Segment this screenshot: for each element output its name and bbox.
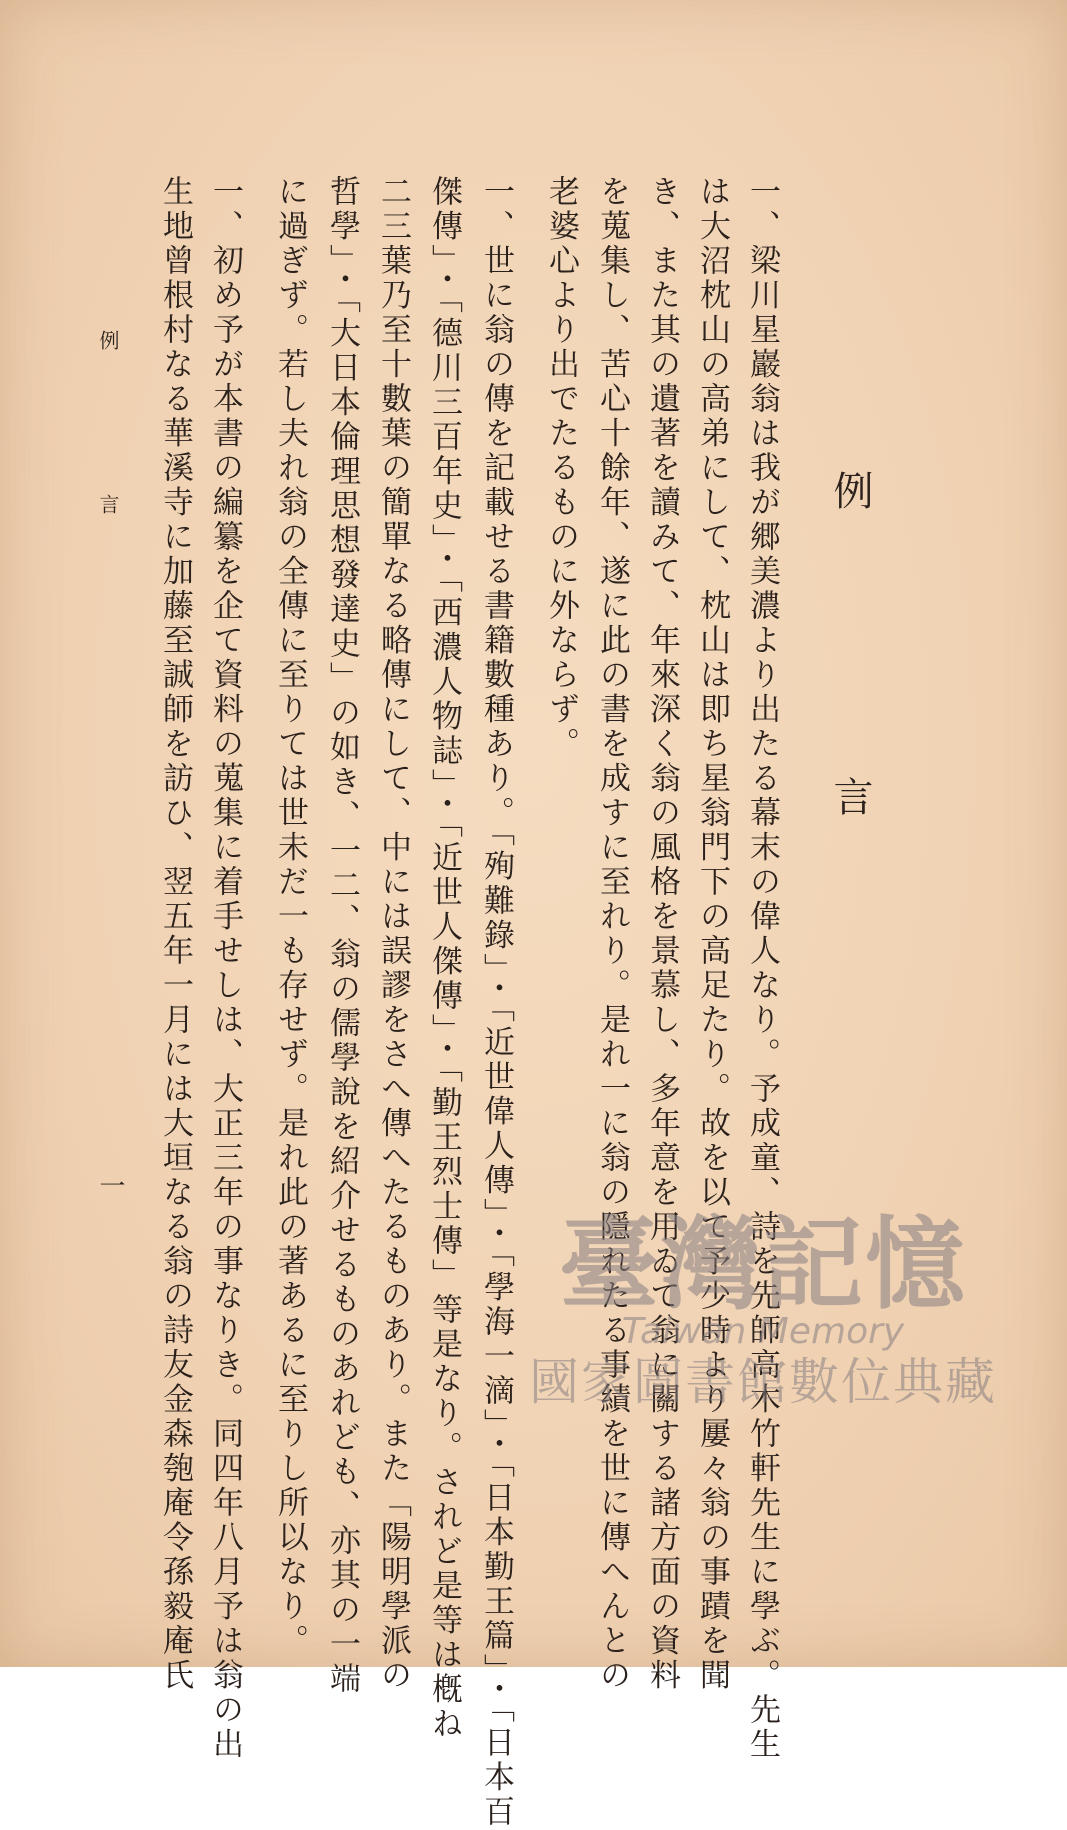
watermark-library: 國家圖書館數位典藏 — [529, 1353, 997, 1411]
text-column-12: 生地曾根村なる華溪寺に加藤至誠師を訪ひ、翌五年一月には大垣なる翁の詩友金森匏庵令孫毅庵氏 — [157, 175, 193, 1693]
text-column-10: に過ぎず。若し夫れ翁の全傳に至りては世未だ一も存せず。是れ此の著あるに至りし所以なり。 — [272, 175, 308, 1659]
text-column-9: 哲學」・「大日本倫理思想發達史」の如き、一二、翁の儒學說を紹介せるものあれども、亦其の一端 — [324, 175, 360, 1697]
text-column-5: 老婆心より出でたるものに外ならず。 — [543, 175, 579, 762]
watermark-english: Taiwan Memory — [621, 1311, 905, 1352]
text-column-2: は大沼枕山の高弟にして、枕山は即ち星翁門下の高足たり。故を以て予少時より屢々翁の事蹟を聞 — [694, 175, 730, 1693]
text-column-8: 二三葉乃至十數葉の簡單なる略傳にして、中には誤謬をさへ傳へたるものあり。また「陽明學派の — [375, 175, 411, 1693]
watermark — [529, 1206, 997, 1412]
text-column-6: 一、世に翁の傳を記載せる書籍數種あり。「殉難錄」・「近世偉人傳」・「學海一滴」・「日本勤王篇」・「日本百 — [478, 175, 514, 1830]
text-column-3: き、また其の遺著を讀みて、年來深く翁の風格を景慕し、多年意を用ゐて翁に關する諸方面の資料 — [644, 175, 680, 1693]
text-column-7: 傑傳」・「德川三百年史」・「西濃人物誌」・「近世人傑傳」・「勤王烈士傳」等是なり。されど是等は槪ね — [426, 175, 462, 1742]
watermark-title: 臺灣記憶 — [559, 1206, 967, 1323]
text-column-1: 一、梁川星巖翁は我が郷美濃より出たる幕末の偉人なり。予成童、詩を先師高木竹軒先生に學ぶ。先生 — [744, 175, 780, 1762]
page-title: 例 言 — [827, 470, 873, 926]
page-number: 一 — [95, 1172, 125, 1198]
text-column-4: を蒐集し、苦心十餘年、遂に此の書を成すに至れり。是れ一に翁の隱れたる事績を世に傳へんとの — [594, 175, 630, 1693]
text-column-11: 一、初め予が本書の編纂を企て資料の蒐集に着手せしは、大正三年の事なりき。同四年八月予は翁の出 — [207, 175, 243, 1762]
running-head: 例 言 — [96, 330, 120, 574]
